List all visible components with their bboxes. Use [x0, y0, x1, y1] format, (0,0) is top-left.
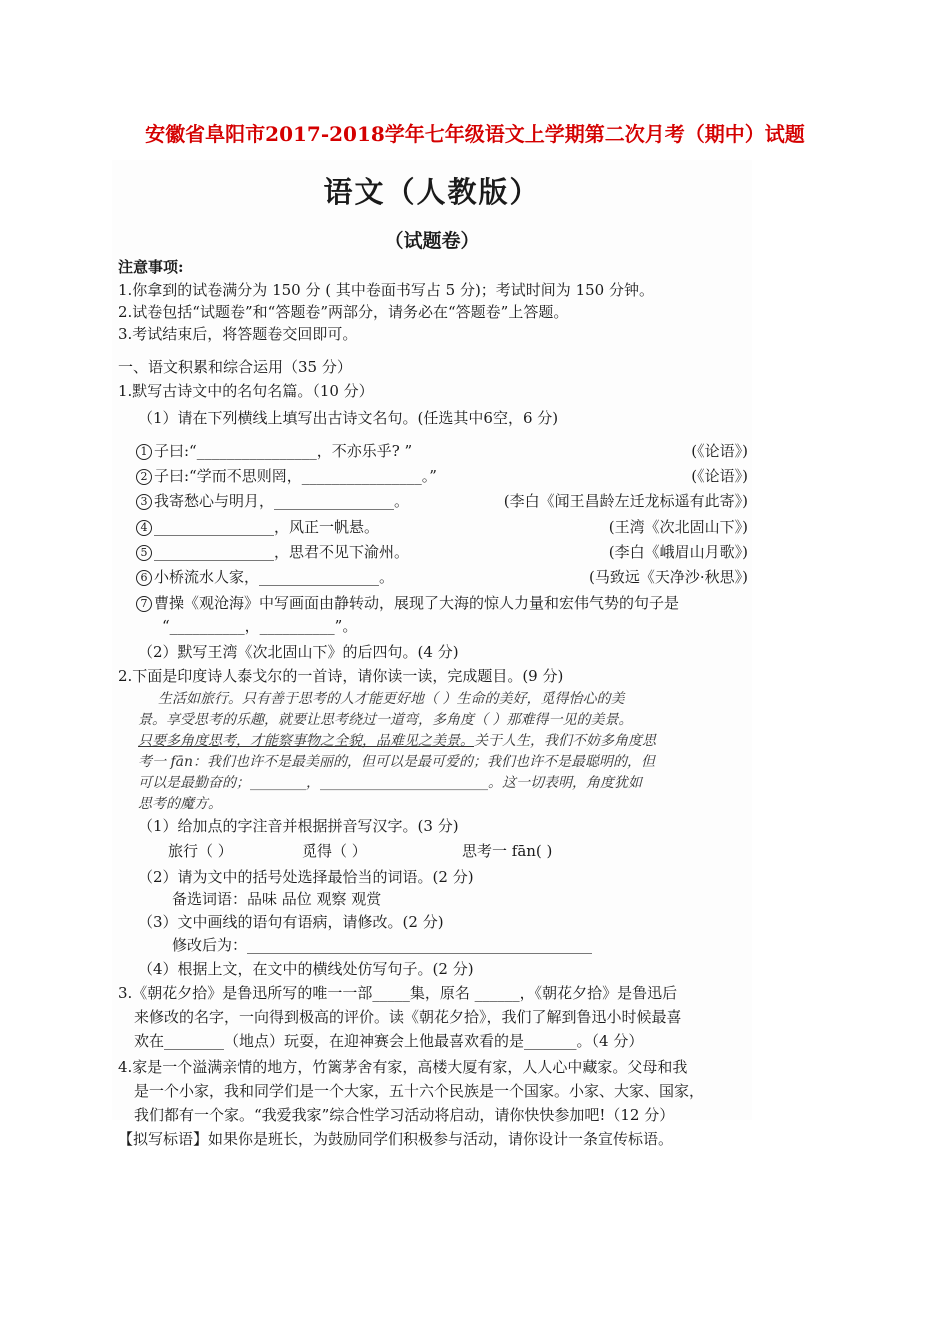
passage-line: 考一 fān：我们也许不是最美丽的，但可以是最可爱的；我们也许不是最聪明的，但: [138, 754, 655, 770]
fill-item: [136, 566, 394, 587]
fill-item: [136, 465, 437, 486]
item-source: (李白《峨眉山月歌》): [608, 543, 748, 561]
fill-item-continuation: “__________，__________”。: [162, 617, 358, 635]
notice-item: 2.试卷包括“试题卷”和“答题卷”两部分，请务必在“答题卷”上答题。: [118, 303, 569, 321]
notice-heading: 注意事项:: [118, 258, 184, 276]
item-text: ________________，风正一帆悬。: [154, 518, 380, 536]
sub-question: （3）文中画线的语句有语病，请修改。(2 分): [138, 913, 444, 931]
question-line: 3.《朝花夕拾》是鲁迅所写的唯一一部_____集，原名 ______，《朝花夕拾》是鲁迅后: [118, 984, 678, 1002]
item-text: 子曰:“学而不思则罔，________________。”: [154, 467, 437, 485]
document-title: 安徽省阜阳市2017-2018学年七年级语文上学期第二次月考（期中）试题: [145, 122, 805, 146]
item-source: (《论语》): [691, 467, 748, 485]
question-line: 来修改的名字，一向得到极高的评价。读《朝花夕拾》，我们了解到鲁迅小时候最喜: [134, 1008, 682, 1026]
exam-main-title: 语文（人教版）: [323, 175, 541, 209]
item-number: 3: [136, 494, 152, 510]
item-source: (李白《闻王昌龄左迁龙标遥有此寄》): [503, 492, 748, 510]
fill-item: [136, 490, 409, 511]
word-options: 备选词语：品味 品位 观察 观赏: [172, 890, 382, 908]
scanned-exam-page: [112, 160, 752, 1148]
item-number: 4: [136, 520, 152, 536]
pinyin-item: 旅行（ ）: [168, 842, 233, 860]
fill-item: [136, 516, 379, 537]
notice-item: 3.考试结束后，将答题卷交回即可。: [118, 325, 358, 343]
passage-text: 关于人生，我们不妨多角度思: [474, 733, 656, 749]
item-text: ________________，思君不见下渝州。: [154, 543, 410, 561]
item-source: (马致远《天净沙·秋思》): [589, 568, 748, 586]
sub-question: （2）默写王湾《次北固山下》的后四句。(4 分): [138, 643, 459, 661]
sub-question: （4）根据上文，在文中的横线处仿写句子。(2 分): [138, 960, 474, 978]
question-line: 是一个小家，我和同学们是一个大家，五十六个民族是一个国家。小家、大家、国家，: [134, 1082, 705, 1100]
item-source: (王湾《次北固山下》): [608, 518, 748, 536]
item-number: 7: [136, 596, 152, 612]
item-source: (《论语》): [691, 442, 748, 460]
passage-line: 可以是最勤奋的；________，________________________。这一切表明，角度犹如: [138, 775, 642, 791]
item-text: 我寄愁心与明月，________________。: [154, 492, 410, 510]
item-text: 曹操《观沧海》中写画面由静转动，展现了大海的惊人力量和宏伟气势的句子是: [154, 594, 680, 612]
item-text: 小桥流水人家，________________。: [154, 568, 395, 586]
fix-answer-line: 修改后为：______________________________________________: [172, 936, 593, 954]
pinyin-item: 觅得（ ）: [302, 842, 367, 860]
underlined-sentence: 只要多角度思考，才能察事物之全貌，品难见之美景。: [138, 733, 474, 749]
exam-sub-title: （试题卷）: [384, 230, 480, 252]
passage-line: [138, 730, 748, 750]
item-number: 1: [136, 444, 152, 460]
fill-item: [136, 592, 679, 613]
section-heading: 一、语文积累和综合运用（35 分）: [118, 358, 352, 376]
question-title: 1.默写古诗文中的名句名篇。（10 分）: [118, 382, 374, 400]
sub-question: （1）请在下列横线上填写出古诗文名句。(任选其中6空，6 分): [138, 409, 559, 427]
passage-line: 思考的魔方。: [138, 796, 222, 812]
passage-line: 景。享受思考的乐趣，就要让思考绕过一道弯，多角度（ ）那难得一见的美景。: [138, 712, 633, 728]
question-line: 4.家是一个溢满亲情的地方，竹篱茅舍有家，高楼大厦有家，人人心中藏家。父母和我: [118, 1058, 688, 1076]
item-number: 6: [136, 570, 152, 586]
item-text: 子曰:“________________，不亦乐乎? ”: [154, 442, 413, 460]
question-line: 【拟写标语】如果你是班长，为鼓励同学们积极参与活动，请你设计一条宣传标语。: [118, 1130, 674, 1148]
item-number: 5: [136, 545, 152, 561]
item-number: 2: [136, 469, 152, 485]
sub-question: （2）请为文中的括号处选择最恰当的词语。(2 分): [138, 868, 474, 886]
question-line: 我们都有一个家。“我爱我家”综合性学习活动将启动，请你快快参加吧!（12 分）: [134, 1106, 675, 1124]
question-line: 欢在________（地点）玩耍，在迎神赛会上他最喜欢看的是_______。（4 分）: [134, 1032, 644, 1050]
question-title: 2.下面是印度诗人泰戈尔的一首诗，请你读一读，完成题目。(9 分): [118, 667, 564, 685]
notice-item: 1.你拿到的试卷满分为 150 分 ( 其中卷面书写占 5 分)；考试时间为 150 分钟。: [118, 281, 654, 299]
fill-item: [136, 541, 409, 562]
passage-line: 生活如旅行。只有善于思考的人才能更好地（ ）生命的美好，觅得怡心的美: [158, 691, 625, 707]
pinyin-item: 思考一 fān( ): [462, 842, 553, 860]
sub-question: （1）给加点的字注音并根据拼音写汉字。(3 分): [138, 817, 459, 835]
fill-item: [136, 440, 412, 461]
